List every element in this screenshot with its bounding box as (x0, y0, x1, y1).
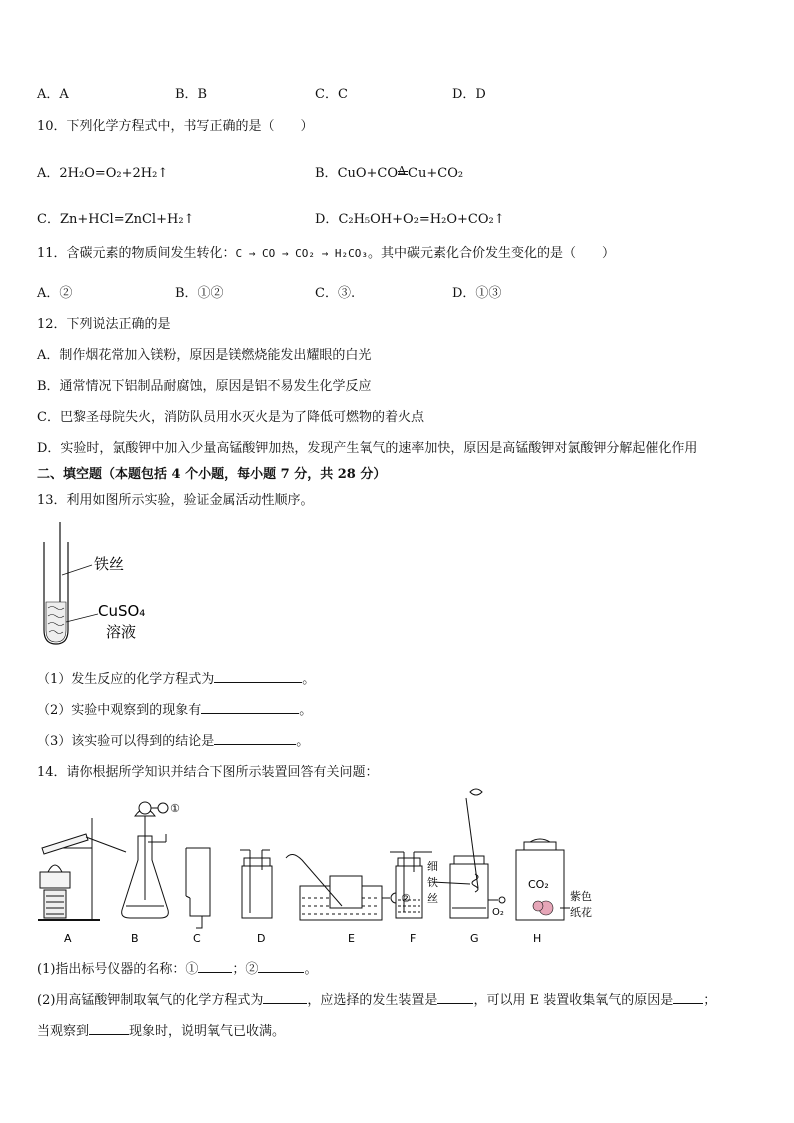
q11-stem (37, 242, 615, 261)
q14-g-label-3: 丝 (427, 892, 438, 905)
q10-b-right: Cu+CO₂ (408, 166, 464, 181)
q10-d-prefix: D． (315, 212, 339, 227)
q10-option-c (37, 208, 194, 227)
q14-part-3 (37, 1020, 285, 1039)
q14-answer-blank-4[interactable] (437, 989, 473, 1004)
q13-part-3-end: 。 (296, 734, 310, 749)
q14-part-2-text-b: ，应选择的发生装置是 (307, 993, 438, 1008)
q14-h-label-2: 纸花 (570, 906, 592, 919)
q13-part-2 (37, 699, 312, 718)
q14-device-label-a: A (64, 932, 72, 945)
q13-part-2-text: （2）实验中观察到的现象有 (37, 703, 202, 718)
q14-stem: 14．请你根据所学知识并结合下图所示装置回答有关问题： (37, 765, 379, 780)
q10-option-a (37, 162, 168, 181)
q10-stem: 10．下列化学方程式中，书写正确的是（ ） (37, 119, 314, 134)
q12-stem: 12．下列说法正确的是 (37, 317, 171, 332)
q13-part-3-text: （3）该实验可以得到的结论是 (37, 734, 215, 749)
q9-option-d: D．D (452, 87, 486, 102)
q12-option-c: C．巴黎圣母院失火，消防队员用水灭火是为了降低可燃物的着火点 (37, 410, 424, 425)
section-2-heading: 二、填空题（本题包括 4 个小题，每小题 7 分，共 28 分） (37, 467, 387, 482)
q14-answer-blank-5[interactable] (673, 989, 703, 1004)
q14-part-2-text-d: ； (703, 993, 717, 1008)
q14-g-label-2: 铁 (427, 876, 438, 889)
q12-option-a: A．制作烟花常加入镁粉，原因是镁燃烧能发出耀眼的白光 (37, 348, 372, 363)
q14-answer-blank-6[interactable] (89, 1020, 129, 1035)
q14-h-label-1: 紫色 (570, 890, 592, 903)
q13-label-solution-formula: CuSO₄ (98, 602, 146, 620)
q10-option-d (315, 208, 505, 227)
q11-stem-b: 。其中碳元素化合价发生变化的是（ ） (368, 246, 616, 261)
q9-option-a: A．A (37, 87, 69, 102)
q14-device-label-d: D (257, 932, 266, 945)
q12-option-d: D．实验时，氯酸钾中加入少量高锰酸钾加热，发现产生氧气的速率加快，原因是高锰酸钾对氯酸钾分解起催化作用 (37, 441, 698, 456)
q14-device-label-f: F (410, 932, 417, 945)
q11-option-d: D．①③ (452, 286, 502, 301)
q14-answer-blank-1[interactable] (198, 958, 232, 973)
q14-part-1 (37, 958, 317, 977)
q14-part-2-text-a: (2)用高锰酸钾制取氧气的化学方程式为 (37, 993, 264, 1008)
q13-answer-blank-3[interactable] (214, 730, 296, 745)
q14-device-label-b: B (131, 932, 139, 945)
q14-apparatus-figure (30, 788, 600, 948)
q13-answer-blank-2[interactable] (201, 699, 299, 714)
q14-part-2-text-c: ，可以用 E 装置收集氧气的原因是 (473, 993, 674, 1008)
q14-mark-1: ① (170, 802, 180, 815)
q14-device-label-e: E (348, 932, 355, 945)
q14-part-3-text-a: 当观察到 (37, 1024, 90, 1039)
q12-option-b: B．通常情况下铝制品耐腐蚀，原因是铝不易发生化学反应 (37, 379, 372, 394)
q14-answer-blank-2[interactable] (258, 958, 304, 973)
q13-stem: 13．利用如图所示实验，验证金属活动性顺序。 (37, 493, 314, 508)
q14-device-label-g: G (470, 932, 479, 945)
q13-part-1-end: 。 (302, 672, 316, 687)
q14-part-1-text-c: 。 (304, 962, 318, 977)
q9-option-b: B．B (175, 87, 208, 102)
q10-a-equation: 2H₂O=O₂+2H₂↑ (59, 166, 169, 181)
q10-b-left: CuO+CO (337, 166, 399, 181)
q13-part-1-text: （1）发生反应的化学方程式为 (37, 672, 215, 687)
q14-co2-label: CO₂ (528, 878, 549, 891)
q13-part-1 (37, 668, 315, 687)
q11-option-a: A．② (37, 286, 73, 301)
q14-mark-2: ② (401, 892, 411, 905)
q10-d-equation: C₂H₅OH+O₂=H₂O+CO₂↑ (338, 212, 505, 227)
q13-part-2-end: 。 (299, 703, 313, 718)
q14-part-1-text-b: ；② (232, 962, 259, 977)
q14-device-label-c: C (193, 932, 201, 945)
q14-part-2 (37, 989, 716, 1008)
q10-c-equation: Zn+HCl=ZnCl+H₂↑ (59, 212, 195, 227)
q14-part-3-text-b: 现象时，说明氧气已收满。 (129, 1024, 286, 1039)
q11-stem-a: 11．含碳元素的物质间发生转化： (37, 246, 236, 261)
q10-option-b (315, 162, 463, 181)
q14-part-1-text-a: (1)指出标号仪器的名称：① (37, 962, 199, 977)
q13-label-wire: 铁丝 (94, 555, 125, 573)
q10-a-prefix: A． (37, 166, 60, 181)
q14-g-label-1: 细 (427, 860, 438, 873)
q9-option-c: C．C (315, 87, 348, 102)
q11-option-c: C．③. (315, 286, 356, 301)
q11-option-b: B．①② (175, 286, 224, 301)
q10-c-prefix: C． (37, 212, 60, 227)
q14-o2-label: O₂ (492, 907, 504, 918)
q13-test-tube-figure (36, 522, 176, 652)
q13-answer-blank-1[interactable] (214, 668, 302, 683)
q13-part-3 (37, 730, 309, 749)
q14-device-label-h: H (533, 932, 542, 945)
q13-label-solution: 溶液 (106, 623, 137, 641)
q11-conversion-chain: C → CO → CO₂ → H₂CO₃ (235, 247, 368, 260)
q14-answer-blank-3[interactable] (263, 989, 307, 1004)
q10-b-heat-condition: Δ (398, 164, 406, 177)
q10-b-prefix: B． (315, 166, 338, 181)
